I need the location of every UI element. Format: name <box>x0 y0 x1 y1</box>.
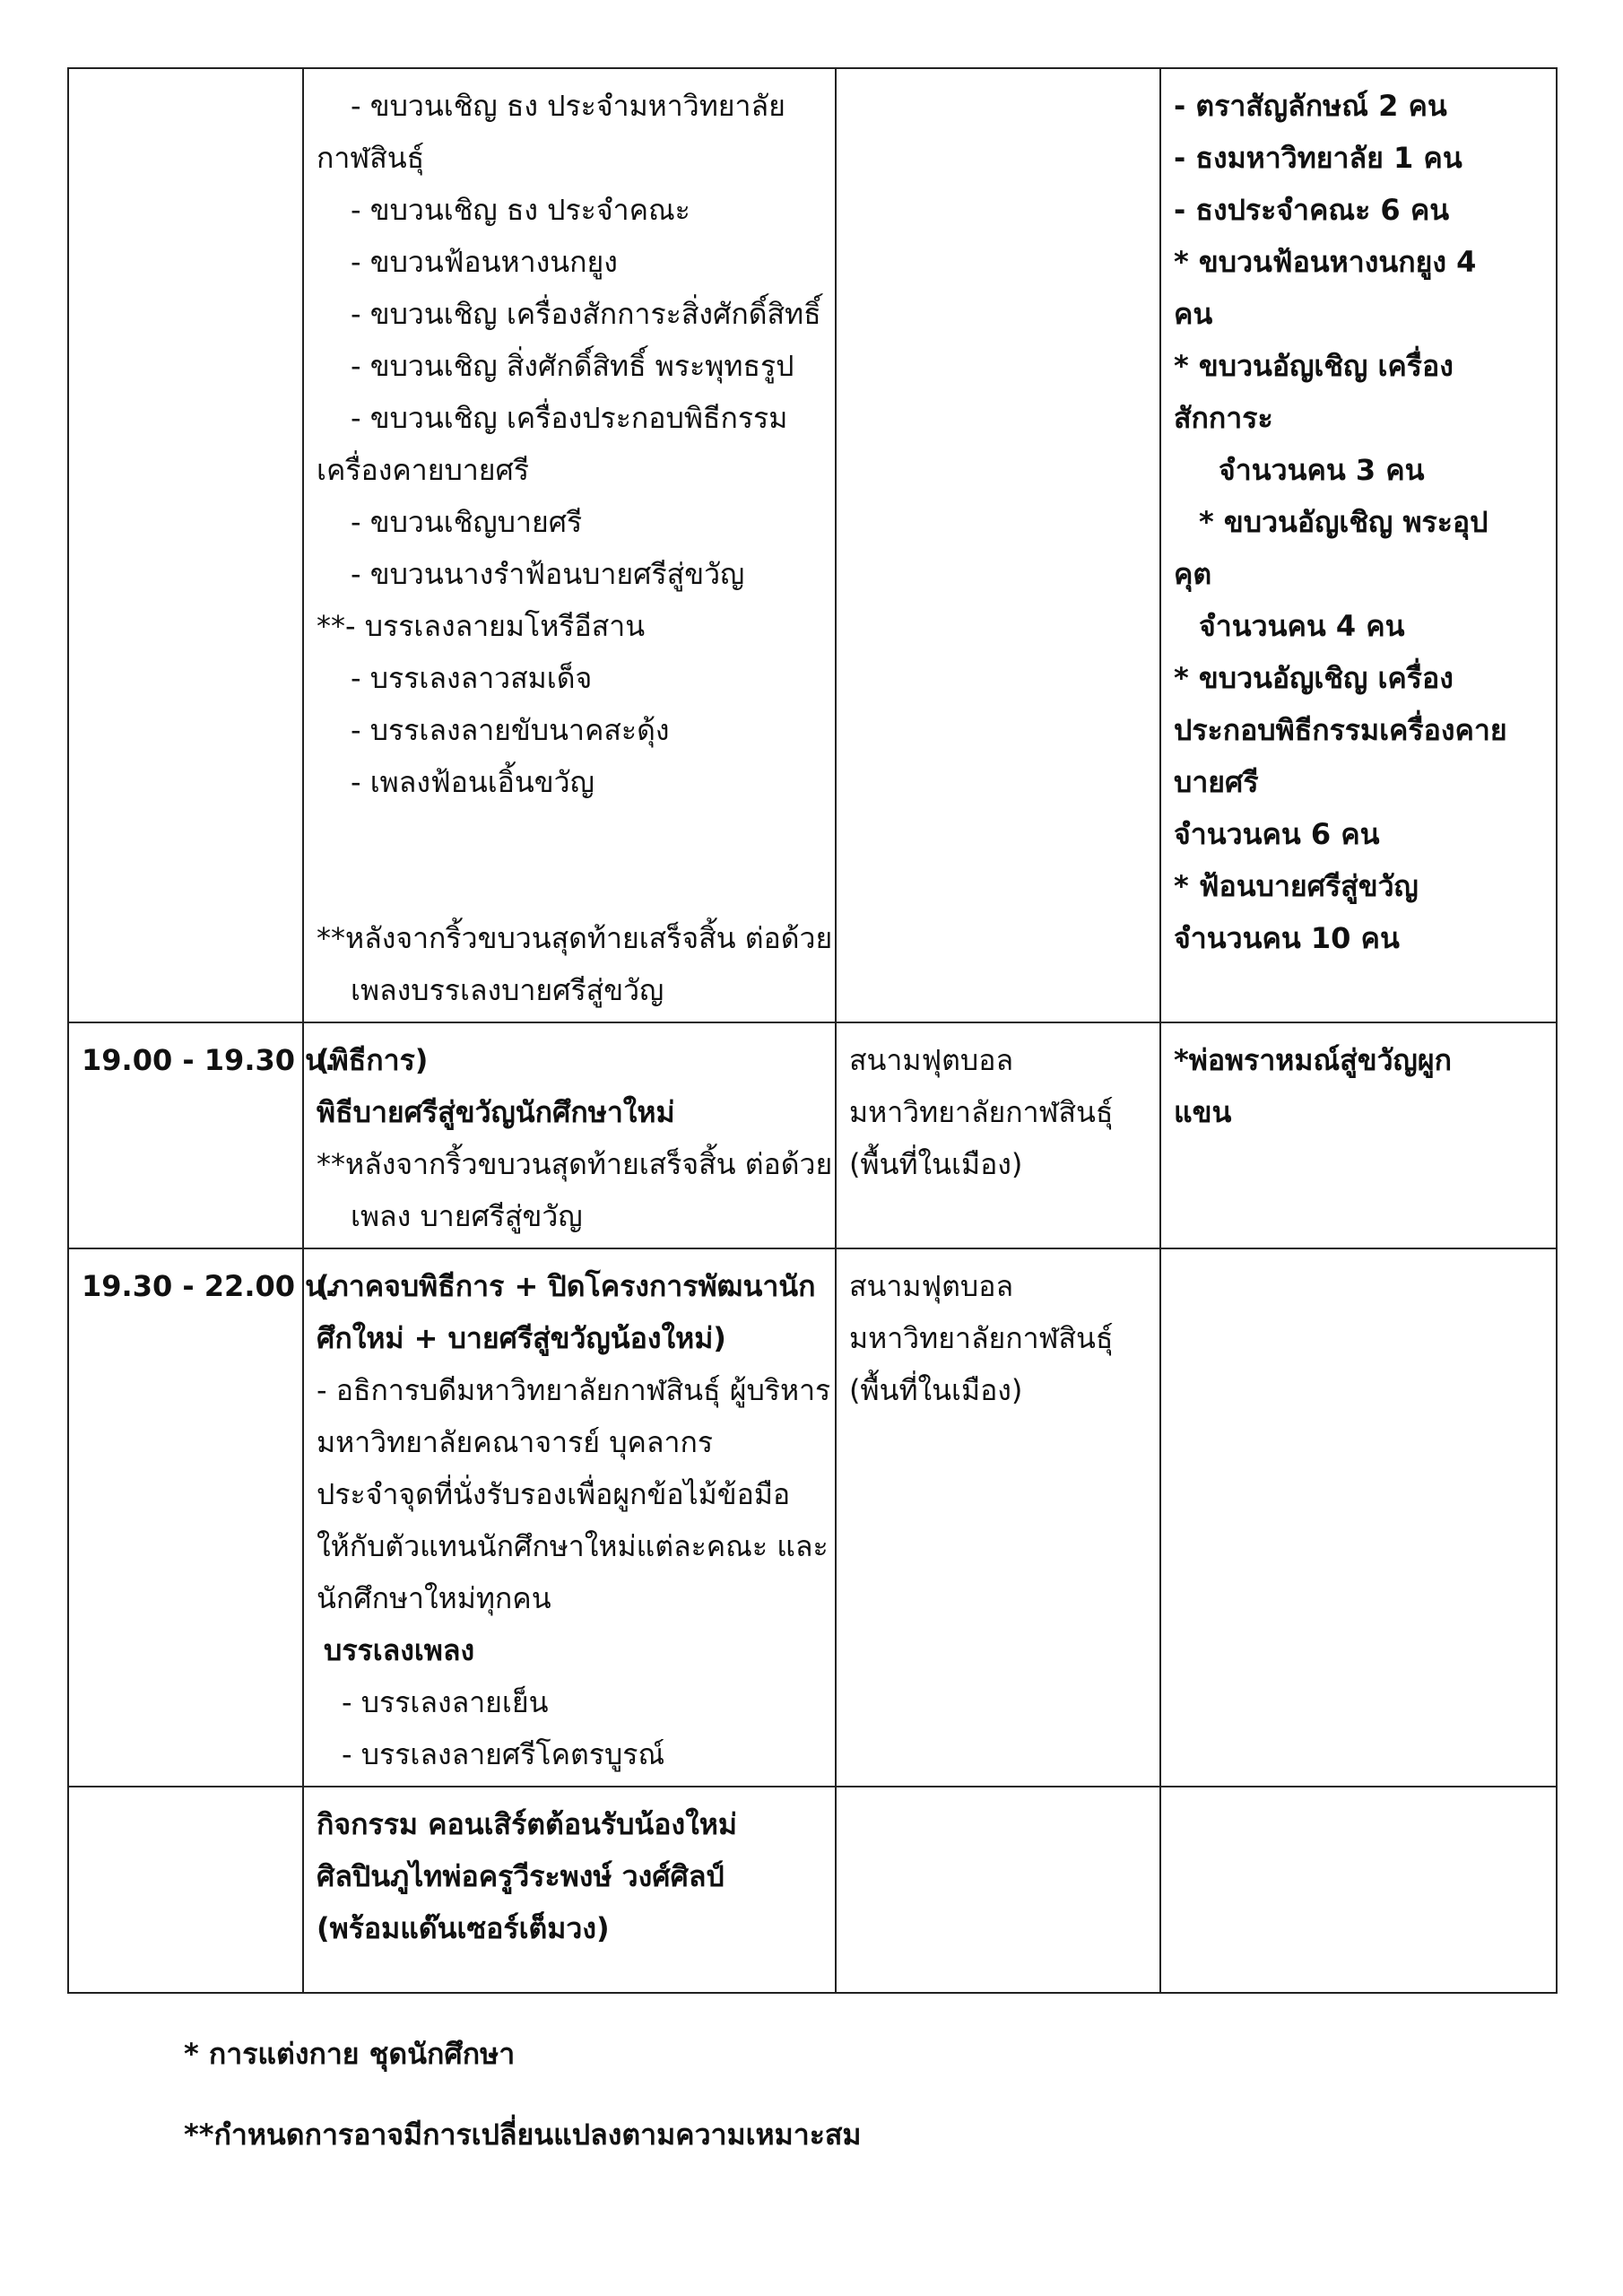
note-line: - ตราสัญลักษณ์ 2 คน <box>1174 89 1447 123</box>
note-line: *พ่อพราหมณ์สู่ขวัญผูก <box>1174 1043 1452 1077</box>
activity-line: มหาวิทยาลัยคณาจารย์ บุคลากร <box>317 1425 714 1459</box>
activity-line: ให้กับตัวแทนนักศึกษาใหม่แต่ละคณะ และ <box>317 1529 829 1563</box>
note-cell <box>1160 1022 1557 1248</box>
time-cell <box>68 1787 303 1993</box>
activity-line: - บรรเลงลายศรีโคตรบูรณ์ <box>342 1737 665 1771</box>
activity-line: - ขบวนเชิญ เครื่องสักการะสิ่งศักดิ์สิทธิ์ <box>351 297 821 331</box>
schedule-table <box>67 67 1558 1994</box>
activity-line: เพลง บายศรีสู่ขวัญ <box>351 1199 583 1233</box>
footnote-dress-code: * การแต่งกาย ชุดนักศึกษา <box>184 2037 516 2071</box>
activity-line: ศึกใหม่ + บายศรีสู่ขวัญน้องใหม่) <box>317 1321 726 1355</box>
activity-line: - ขบวนฟ้อนหางนกยูง <box>351 245 618 279</box>
note-line: จำนวนคน 4 คน <box>1199 609 1405 643</box>
note-line: แขน <box>1174 1095 1232 1129</box>
activity-line: กาฬสินธุ์ <box>317 141 425 175</box>
activity-line: **- บรรเลงลายมโหรีอีสาน <box>317 609 646 643</box>
time-cell <box>68 1248 336 1787</box>
activity-line: นักศึกษาใหม่ทุกคน <box>317 1581 551 1615</box>
note-line: บายศรี <box>1174 765 1259 799</box>
activity-line: พิธีบายศรีสู่ขวัญนักศึกษาใหม่ <box>317 1095 675 1129</box>
time-cell <box>68 68 303 1022</box>
note-line: คน <box>1174 297 1213 331</box>
table-row <box>68 1022 1557 1248</box>
activity-line: (พิธีการ) <box>317 1043 429 1077</box>
note-line: * ขบวนอัญเชิญ เครื่อง <box>1174 661 1454 695</box>
note-line: * ขบวนฟ้อนหางนกยูง 4 <box>1174 245 1477 279</box>
note-line: - ธงประจำคณะ 6 คน <box>1174 193 1450 227</box>
activity-line: - ขบวนนางรำฟ้อนบายศรีสู่ขวัญ <box>351 557 745 591</box>
activity-line: **หลังจากริ้วขบวนสุดท้ายเสร็จสิ้น ต่อด้วย <box>317 921 833 955</box>
time-label: 19.30 - 22.00 น. <box>82 1269 336 1303</box>
activity-line: - ขบวนเชิญ ธง ประจำมหาวิทยาลัย <box>351 89 785 123</box>
table-row <box>68 1787 1557 1993</box>
activity-line: - บรรเลงลาวสมเด็จ <box>351 661 593 695</box>
footnote-schedule-change: **กำหนดการอาจมีการเปลี่ยนแปลงตามความเหมาะสม <box>184 2118 862 2152</box>
activity-line: ประจำจุดที่นั่งรับรองเพื่อผูกข้อไม้ข้อมือ <box>317 1477 791 1511</box>
activity-line: - ขบวนเชิญ ธง ประจำคณะ <box>351 193 690 227</box>
note-line: จำนวนคน 3 คน <box>1219 453 1425 487</box>
activity-line: บรรเลงเพลง <box>324 1633 475 1667</box>
activity-line: - เพลงฟ้อนเอิ้นขวัญ <box>351 765 595 799</box>
activity-line: - บรรเลงลายขับนาคสะดุ้ง <box>351 713 670 747</box>
location-line: (พื้นที่ในเมือง) <box>849 1373 1023 1407</box>
note-line: จำนวนคน 6 คน <box>1174 817 1380 851</box>
activity-cell <box>303 68 836 1022</box>
activity-line: - ขบวนเชิญ สิ่งศักดิ์สิทธิ์ พระพุทธรูป <box>351 349 794 383</box>
activity-line: **หลังจากริ้วขบวนสุดท้ายเสร็จสิ้น ต่อด้วย <box>317 1147 833 1181</box>
activity-line: เพลงบรรเลงบายศรีสู่ขวัญ <box>351 973 664 1007</box>
time-cell <box>68 1022 336 1248</box>
activity-cell <box>303 1787 836 1993</box>
location-line: สนามฟุตบอล <box>849 1269 1014 1303</box>
activity-line: (ภาคจบพิธีการ + ปิดโครงการพัฒนานัก <box>317 1269 816 1303</box>
location-cell <box>836 1787 1160 1993</box>
note-line: * ขบวนอัญเชิญ พระอุป <box>1199 505 1488 539</box>
location-line: (พื้นที่ในเมือง) <box>849 1147 1023 1181</box>
activity-line: - บรรเลงลายเย็น <box>342 1685 549 1719</box>
activity-line: - ขบวนเชิญ เครื่องประกอบพิธีกรรม <box>351 401 788 435</box>
note-line: คุต <box>1174 557 1212 591</box>
activity-line: - อธิการบดีมหาวิทยาลัยกาฬสินธุ์ ผู้บริหาร <box>317 1373 831 1407</box>
note-cell <box>1160 68 1557 1022</box>
activity-cell <box>303 1022 836 1248</box>
location-line: มหาวิทยาลัยกาฬสินธุ์ <box>849 1095 1114 1129</box>
note-cell <box>1160 1787 1557 1993</box>
note-line: ประกอบพิธีกรรมเครื่องคาย <box>1174 713 1507 747</box>
location-line: มหาวิทยาลัยกาฬสินธุ์ <box>849 1321 1114 1355</box>
activity-line: - ขบวนเชิญบายศรี <box>351 505 583 539</box>
location-cell <box>836 68 1160 1022</box>
activity-cell <box>303 1248 836 1787</box>
note-cell <box>1160 1248 1557 1787</box>
activity-line: (พร้อมแด๊นเซอร์เต็มวง) <box>317 1911 610 1945</box>
location-cell <box>836 1022 1160 1248</box>
activity-line: เครื่องคายบายศรี <box>317 453 530 487</box>
location-cell <box>836 1248 1160 1787</box>
note-line: * ขบวนอัญเชิญ เครื่อง <box>1174 349 1454 383</box>
note-line: จำนวนคน 10 คน <box>1174 921 1400 955</box>
table-row <box>68 68 1557 1022</box>
spacer <box>317 808 822 912</box>
note-line: * ฟ้อนบายศรีสู่ขวัญ <box>1174 869 1419 903</box>
note-line: สักการะ <box>1174 401 1273 435</box>
activity-line: กิจกรรม คอนเสิร์ตต้อนรับน้องใหม่ <box>317 1807 737 1841</box>
note-line: - ธงมหาวิทยาลัย 1 คน <box>1174 141 1462 175</box>
table-row <box>68 1248 1557 1787</box>
time-label: 19.00 - 19.30 น. <box>82 1043 336 1077</box>
activity-line: ศิลปินภูไทพ่อครูวีระพงษ์ วงศ์ศิลป์ <box>317 1859 725 1893</box>
location-line: สนามฟุตบอล <box>849 1043 1014 1077</box>
